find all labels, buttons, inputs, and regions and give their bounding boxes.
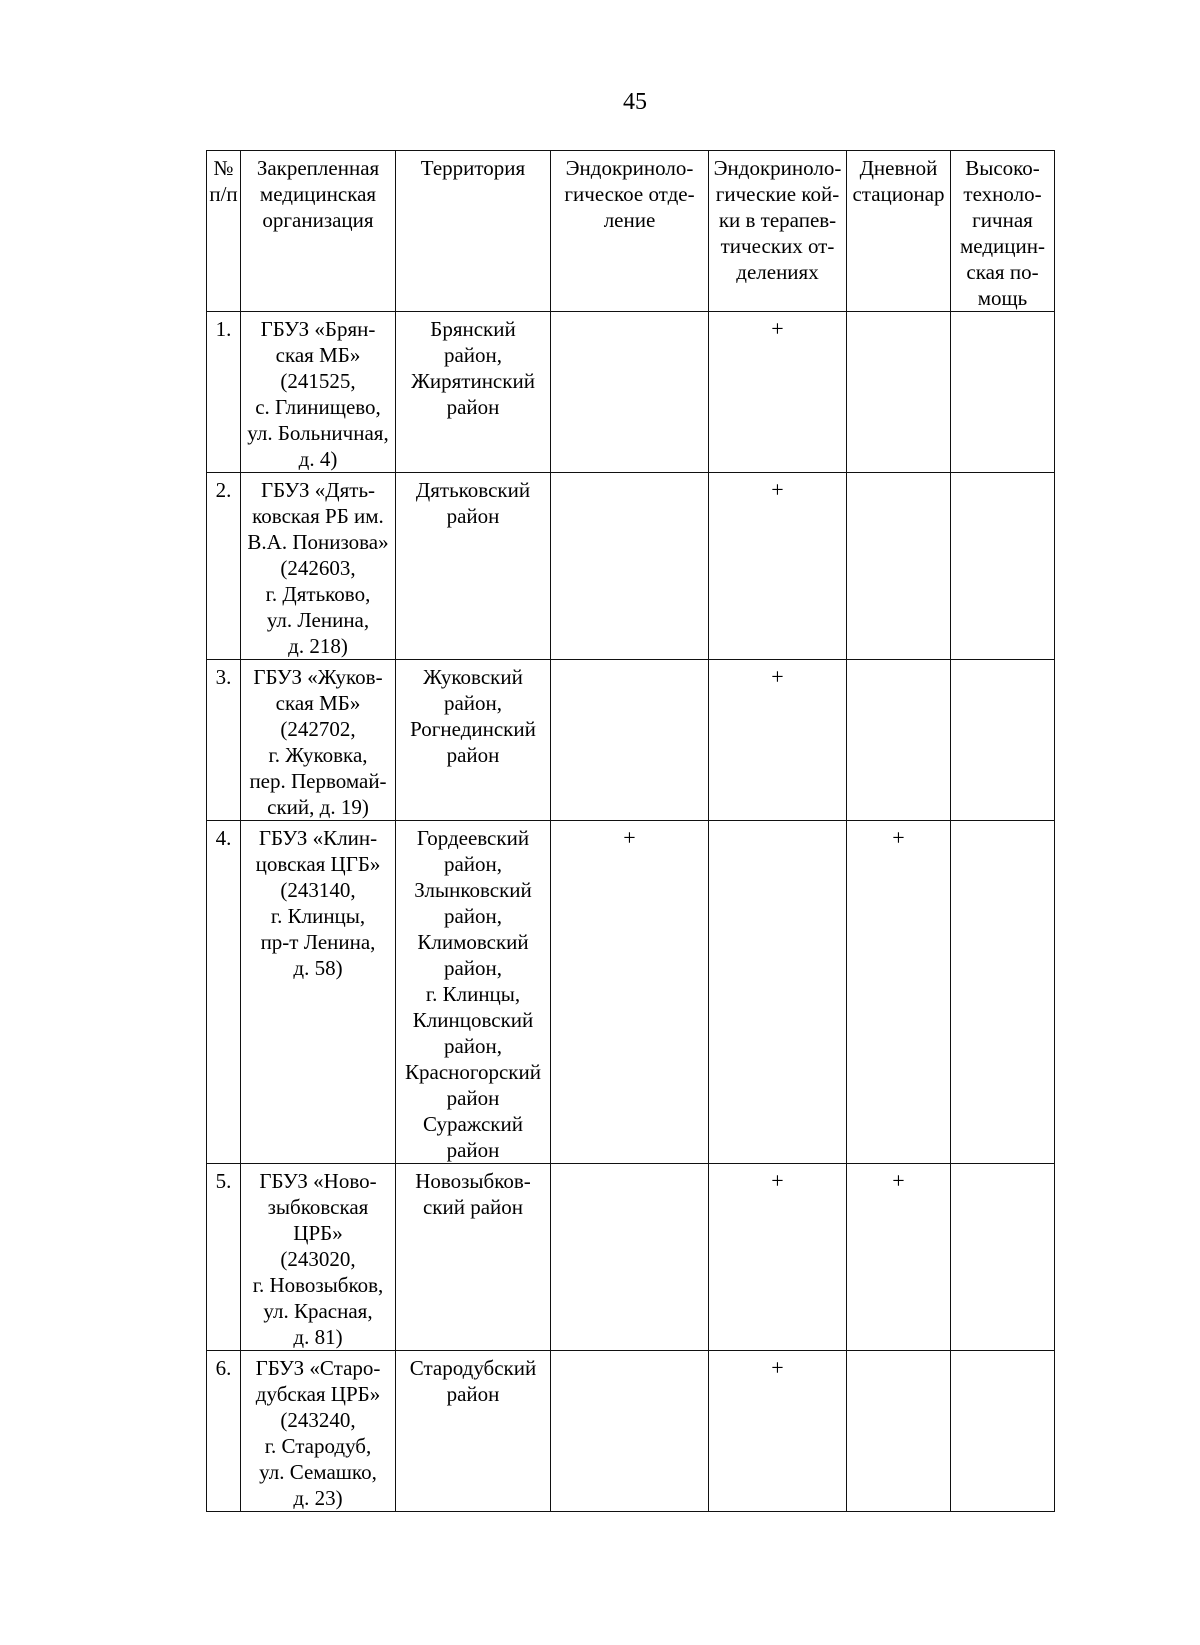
- table-row: [207, 660, 1055, 821]
- day-hospital-cell: [847, 1351, 951, 1512]
- table-header-row: [207, 151, 1055, 312]
- day-hospital-cell: +: [847, 1164, 951, 1351]
- table-row: [207, 821, 1055, 1164]
- table-row: [207, 1351, 1055, 1512]
- high-tech-care-cell: [951, 473, 1055, 660]
- day-hospital-cell: +: [847, 821, 951, 1164]
- header-organization: Закрепленная медицинская организация: [241, 151, 396, 312]
- table-row: [207, 473, 1055, 660]
- endocrinology-department-cell: [551, 1164, 709, 1351]
- high-tech-care-cell: [951, 660, 1055, 821]
- day-hospital-cell: [847, 660, 951, 821]
- row-number: 1.: [207, 312, 241, 473]
- endocrinology-beds-cell: [709, 821, 847, 1164]
- medical-organizations-table: [206, 150, 1055, 1512]
- high-tech-care-cell: [951, 1351, 1055, 1512]
- endocrinology-beds-cell: +: [709, 1351, 847, 1512]
- header-high-tech-care: Высоко- техноло- гичная медицин- ская по- мощь: [951, 151, 1055, 312]
- territory-cell: Дятьковский район: [396, 473, 551, 660]
- endocrinology-department-cell: +: [551, 821, 709, 1164]
- territory-cell: Жуковский район, Рогнединский район: [396, 660, 551, 821]
- organization-cell: ГБУЗ «Ново- зыбковская ЦРБ» (243020, г. Новозыбков, ул. Красная, д. 81): [241, 1164, 396, 1351]
- day-hospital-cell: [847, 473, 951, 660]
- territory-cell: Стародубский район: [396, 1351, 551, 1512]
- day-hospital-cell: [847, 312, 951, 473]
- organization-cell: ГБУЗ «Дять- ковская РБ им. В.А. Понизова» (242603, г. Дятьково, ул. Ленина, д. 218): [241, 473, 396, 660]
- row-number: 6.: [207, 1351, 241, 1512]
- table-row: [207, 1164, 1055, 1351]
- endocrinology-department-cell: [551, 312, 709, 473]
- header-day-hospital: Дневной стационар: [847, 151, 951, 312]
- endocrinology-department-cell: [551, 1351, 709, 1512]
- endocrinology-beds-cell: +: [709, 1164, 847, 1351]
- organization-cell: ГБУЗ «Клин- цовская ЦГБ» (243140, г. Клинцы, пр-т Ленина, д. 58): [241, 821, 396, 1164]
- row-number: 4.: [207, 821, 241, 1164]
- row-number: 3.: [207, 660, 241, 821]
- organization-cell: ГБУЗ «Брян- ская МБ» (241525, с. Глинищево, ул. Больничная, д. 4): [241, 312, 396, 473]
- endocrinology-department-cell: [551, 660, 709, 821]
- header-number: № п/п: [207, 151, 241, 312]
- table-row: [207, 312, 1055, 473]
- endocrinology-beds-cell: +: [709, 473, 847, 660]
- organization-cell: ГБУЗ «Старо- дубская ЦРБ» (243240, г. Стародуб, ул. Семашко, д. 23): [241, 1351, 396, 1512]
- high-tech-care-cell: [951, 312, 1055, 473]
- header-endocrinology-beds: Эндокриноло- гические кой- ки в терапев- тических от- делениях: [709, 151, 847, 312]
- header-territory: Территория: [396, 151, 551, 312]
- territory-cell: Гордеевский район, Злынковский район, Климовский район, г. Клинцы, Клинцовский район, Красногорский район Суражский район: [396, 821, 551, 1164]
- endocrinology-beds-cell: +: [709, 312, 847, 473]
- endocrinology-department-cell: [551, 473, 709, 660]
- high-tech-care-cell: [951, 821, 1055, 1164]
- row-number: 2.: [207, 473, 241, 660]
- page-number: 45: [623, 89, 647, 115]
- row-number: 5.: [207, 1164, 241, 1351]
- header-endocrinology-department: Эндокриноло- гическое отде- ление: [551, 151, 709, 312]
- endocrinology-beds-cell: +: [709, 660, 847, 821]
- territory-cell: Брянский район, Жирятинский район: [396, 312, 551, 473]
- organization-cell: ГБУЗ «Жуков- ская МБ» (242702, г. Жуковка, пер. Первомай- ский, д. 19): [241, 660, 396, 821]
- territory-cell: Новозыбков- ский район: [396, 1164, 551, 1351]
- high-tech-care-cell: [951, 1164, 1055, 1351]
